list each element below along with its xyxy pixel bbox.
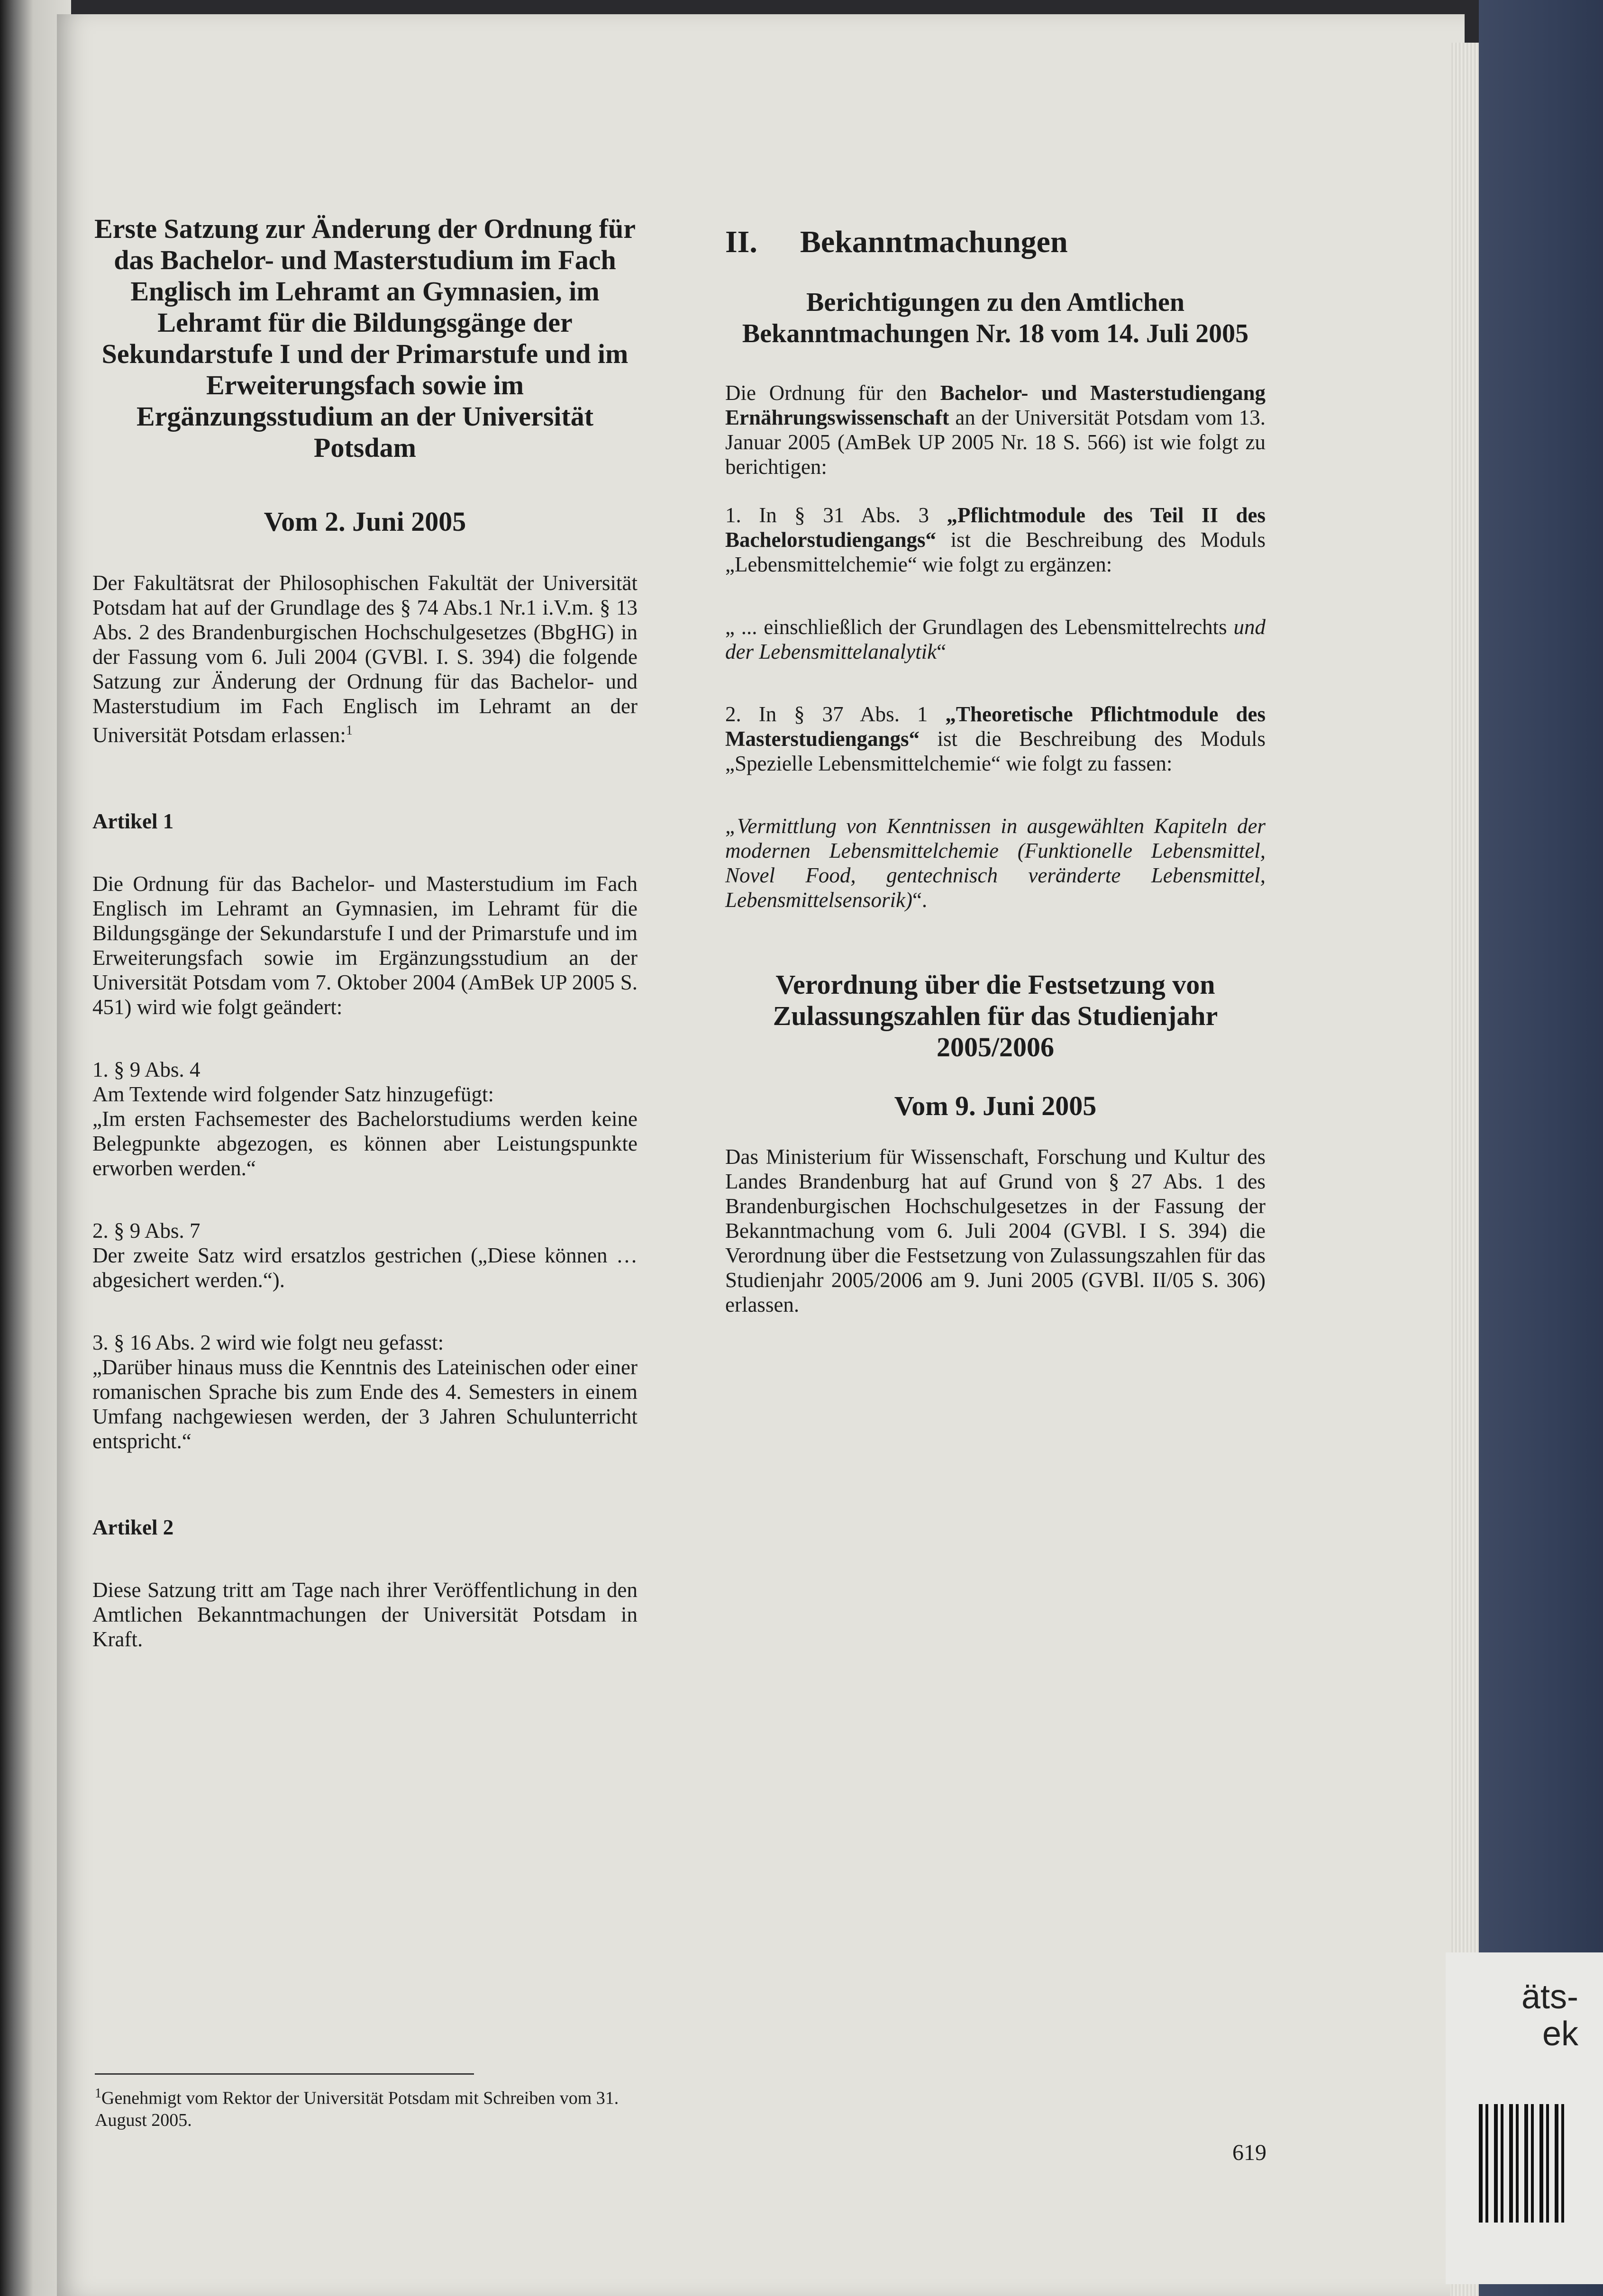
section-title: Bekanntmachungen [800, 225, 1068, 259]
correction-2-bold: „Theoretische Pflichtmodule des Masterstudiengangs“ [725, 702, 1266, 751]
statute-intro [92, 571, 638, 747]
footnote [95, 2083, 640, 2131]
corrections-intro [725, 381, 1266, 479]
correction-1-quote-plain: „ ... einschließlich der Grundlagen des Lebensmittelrechts [725, 615, 1227, 639]
correction-2-quote-italic: „Vermittlung von Kenntnissen in ausgewählten Kapiteln der modernen Lebensmittelchemie (Funktionelle Lebensmittel, Novel Food, gentechnisch veränderte Lebensmittel, Lebensmittelsensorik) [725, 814, 1266, 912]
correction-1-quote [725, 615, 1266, 664]
correction-2-pre: 2. In § 37 Abs. 1 [725, 702, 928, 726]
correction-2-quote-close: “. [912, 888, 928, 912]
section-number: II. [725, 225, 757, 259]
item-1-reference: 1. § 9 Abs. 4 [92, 1058, 200, 1081]
library-label-text: äts- ek [1521, 1978, 1578, 2053]
corrections-intro-post: an der Universität Potsdam vom 13. Januar 2005 (AmBek UP 2005 Nr. 18 S. 566) ist wie folgt zu berichtigen: [725, 406, 1266, 479]
section-header [725, 225, 1266, 259]
corrections-intro-bold: Bachelor- und Masterstudiengang Ernährungswissenschaft [725, 381, 1266, 429]
corrections-heading: Berichtigungen zu den Amtlichen Bekanntmachungen Nr. 18 vom 14. Juli 2005 [742, 288, 1249, 348]
statute-title: Erste Satzung zur Änderung der Ordnung für das Bachelor- und Masterstudium im Fach Englisch im Lehramt an Gymnasien, im Lehramt für die Bildungsgänge der Sekundarstufe I und der Primarstufe und im Erweiterungsfach sowie im Ergänzungsstudium an der Universität Potsdam [94, 213, 636, 463]
correction-2 [725, 702, 1266, 776]
decree-date: Vom 9. Juni 2005 [894, 1090, 1097, 1121]
correction-1-quote-italic: und der Lebensmittelanalytik [725, 615, 1266, 663]
item-1-quote: „Im ersten Fachsemester des Bachelorstudiums werden keine Belegpunkte abgezogen, es können aber Leistungspunkte erworben werden.“ [92, 1107, 638, 1180]
right-column [725, 225, 1266, 1317]
barcode [1479, 2104, 1569, 2223]
footnote-rule [95, 2073, 474, 2075]
footnote-reference: 1 [346, 723, 353, 738]
correction-1-quote-close: “ [937, 640, 947, 663]
article-1-heading: Artikel 1 [92, 809, 174, 833]
article-1-text: Die Ordnung für das Bachelor- und Masterstudium im Fach Englisch im Lehramt an Gymnasien, im Lehramt für die Bildungsgänge der Sekundarstufe I und der Primarstufe und im Erweiterungsfach sowie im Ergänzungsstudium an der Universität Potsdam vom 7. Oktober 2004 (AmBek UP 2005 S. 451) wird wie folgt geändert: [92, 872, 638, 1019]
statute-date: Vom 2. Juni 2005 [264, 506, 466, 537]
item-3-reference: 3. § 16 Abs. 2 wird wie folgt neu gefasst: [92, 1331, 444, 1354]
footnote-text: Genehmigt vom Rektor der Universität Potsdam mit Schreiben vom 31. August 2005. [95, 2088, 619, 2130]
book-cover [1479, 0, 1603, 2296]
item-3-quote: „Darüber hinaus muss die Kenntnis des Lateinischen oder einer romanischen Sprache bis zum Ende des 4. Semesters in einem Umfang nachgewiesen werden, der 3 Jahren Schulunterricht entspricht.“ [92, 1355, 638, 1453]
decree-text: Das Ministerium für Wissenschaft, Forschung und Kultur des Landes Brandenburg hat auf Grund von § 27 Abs. 1 des Brandenburgischen Hochschulgesetzes in der Fassung der Bekanntmachung vom 6. Juli 2004 (GVBl. I S. 394) die Verordnung über die Festsetzung von Zulassungszahlen für das Studienjahr 2005/2006 am 9. Juni 2005 (GVBl. II/05 S. 306) erlassen. [725, 1145, 1266, 1316]
item-2-text: Der zweite Satz wird ersatzlos gestrichen („Diese können … abgesichert werden.“). [92, 1243, 638, 1292]
correction-1 [725, 503, 1266, 577]
footnote-mark: 1 [95, 2086, 101, 2101]
correction-1-bold: „Pflichtmodule des Teil II des Bachelorstudiengangs“ [725, 503, 1266, 552]
page-number: 619 [1232, 2140, 1266, 2165]
corrections-intro-pre: Die Ordnung für den [725, 381, 927, 405]
correction-2-quote [725, 814, 1266, 912]
correction-1-post: ist die Beschreibung des Moduls „Lebensmittelchemie“ wie folgt zu ergänzen: [725, 528, 1266, 576]
correction-1-pre: 1. In § 31 Abs. 3 [725, 503, 929, 527]
correction-2-post: ist die Beschreibung des Moduls „Spezielle Lebensmittelchemie“ wie folgt zu fassen: [725, 727, 1266, 775]
article-2-text: Diese Satzung tritt am Tage nach ihrer Veröffentlichung in den Amtlichen Bekanntmachungen der Universität Potsdam in Kraft. [92, 1578, 638, 1651]
left-column [92, 213, 638, 1652]
statute-intro-text: Der Fakultätsrat der Philosophischen Fakultät der Universität Potsdam hat auf der Grundlage des § 74 Abs.1 Nr.1 i.V.m. § 13 Abs. 2 des Brandenburgischen Hochschulgesetzes (BbgHG) in der Fassung vom 6. Juli 2004 (GVBl. I. S. 394) die folgende Satzung zur Änderung der Ordnung für das Bachelor- und Masterstudium im Fach Englisch im Lehramt an der Universität Potsdam erlassen: [92, 571, 638, 747]
item-2-reference: 2. § 9 Abs. 7 [92, 1219, 200, 1243]
item-1-intro: Am Textende wird folgender Satz hinzugefügt: [92, 1082, 494, 1106]
article-2-heading: Artikel 2 [92, 1516, 174, 1539]
decree-heading: Verordnung über die Festsetzung von Zulassungszahlen für das Studienjahr 2005/2006 [773, 969, 1218, 1062]
